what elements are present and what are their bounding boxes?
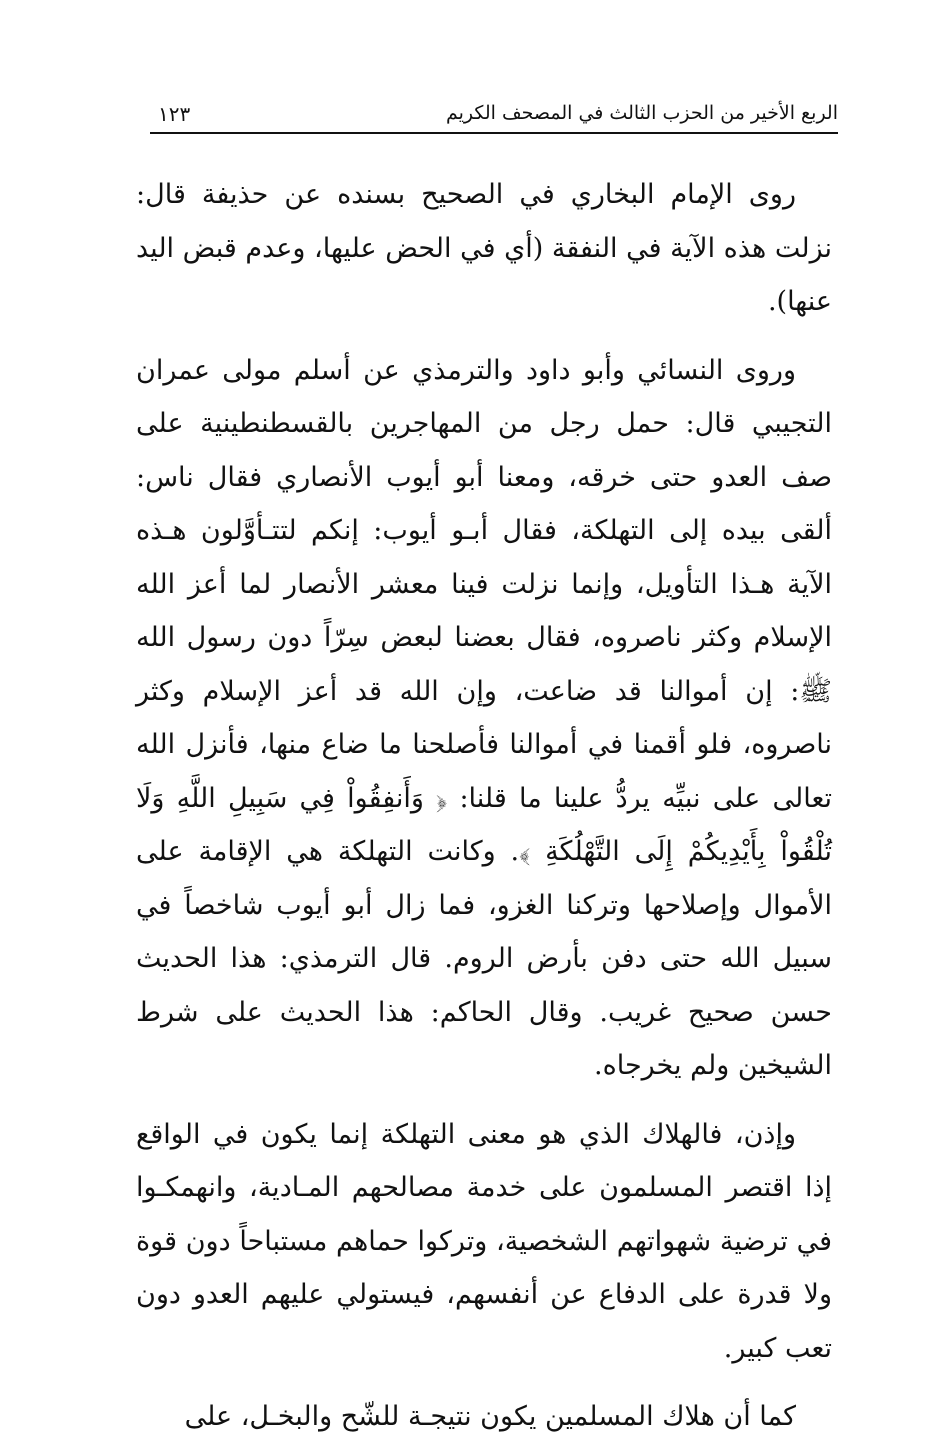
paragraph-continuation: كما أن هلاك المسلمين يكون نتيجـة للشّح والبخـل، على	[184, 1401, 796, 1432]
paragraph-abu-ayyub-narration: وروى النسائي وأبو داود والترمذي عن أسلم مولى عمران التجيبي قال: حمل رجل من المهاجرين بالقسطنطينية على صف العدو حتى خرقه، ومعنا أبو أيوب الأنصاري فقال ناس: ألقى بيده إلى التهلكة، فقال أبـو أيوب: إنكم لتتـأوَّلون هـذه الآية هـذا التأويل، وإنما نزلت فينا معشر الأنصار لما أعز الله الإسلام وكثر ناصروه، فقال بعضنا لبعض سِرّاً دون رسول الله ﷺ: إن أموالنا قد ضاعت، وإن الله قد أعز الإسلام وكثر ناصروه، فلو أقمنا في أموالنا فأصلحنا ما ضاع منها، فأنزل الله تعالى على نبيِّه يردُّ علينا ما قلنا: ﴿ وَأَنفِقُواْ فِي سَبِيلِ اللَّهِ وَلَا تُلْقُواْ بِأَيْدِيكُمْ إِلَى التَّهْلُكَةِ ﴾. وكانت التهلكة هي الإقامة على الأموال وإصلاحها وتركنا الغزو، فما زال أبو أيوب شاخصاً في سبيل الله حتى دفن بأرض الروم. قال الترمذي: هذا الحديث حسن صحيح غريب. وقال الحاكم: هذا الحديث على شرط الشيخين ولم يخرجاه.	[136, 354, 832, 1081]
paragraph-meaning-of-tahluka: وإذن، فالهلاك الذي هو معنى التهلكة إنما يكون في الواقع إذا اقتصر المسلمون على خدمة مصالحهم المـادية، وانهمكـوا في ترضية شهواتهم الشخصية، وتركوا حماهم مستباحاً دون قوة ولا قدرة على الدفاع عن أنفسهم، فيستولي عليهم العدو دون تعب كبير.	[136, 1118, 832, 1364]
paragraph-bukhari-narration: روى الإمام البخاري في الصحيح بسنده عن حذيفة قال: نزلت هذه الآية في النفقة (أي في الحض عليها، وعدم قبض اليد عنها).	[136, 179, 832, 317]
header-title: الربع الأخير من الحزب الثالث في المصحف الكريم	[445, 102, 838, 124]
body-text	[136, 168, 832, 1444]
running-header	[150, 98, 838, 134]
page-number: ١٢٣	[158, 102, 191, 126]
